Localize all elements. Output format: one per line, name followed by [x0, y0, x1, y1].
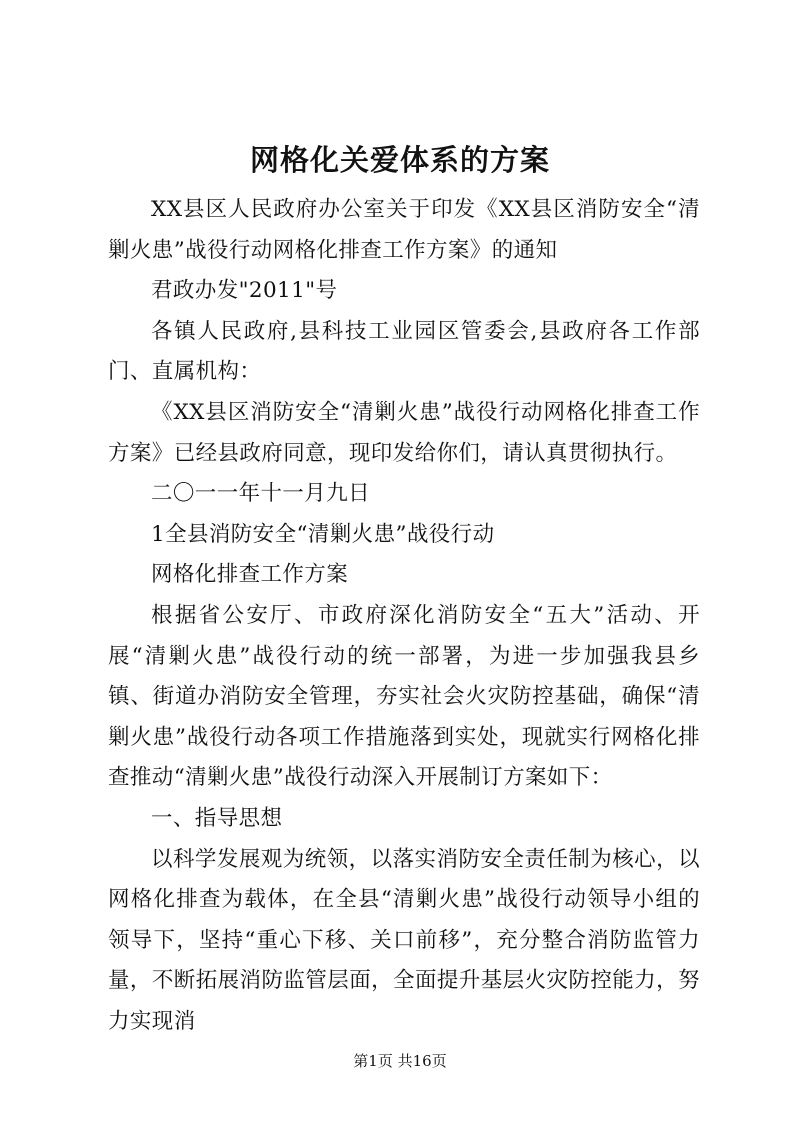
paragraph-guiding-ideology: 以科学发展观为统领，以落实消防安全责任制为核心，以网格化排查为载体，在全县“清剿火患”战役行动领导小组的领导下，坚持“重心下移、关口前移”，充分整合消防监管力量，不断拓展消防监管层面，全面提升基层火灾防控能力，努力实现消	[108, 846, 700, 1034]
document-body	[108, 190, 700, 1042]
paragraph-notice-heading: XX县区人民政府办公室关于印发《XX县区消防安全“清剿火患”战役行动网格化排查工作方案》的通知	[108, 197, 700, 263]
document-title: 网格化关爱体系的方案	[249, 143, 550, 177]
paragraph-recipients: 各镇人民政府,县科技工业园区管委会,县政府各工作部门、直属机构：	[108, 318, 700, 385]
section-heading-guiding-ideology: 一、指导思想	[151, 805, 283, 831]
paragraph-plan-title-line-1: 1全县消防安全“清剿火患”战役行动	[151, 521, 495, 547]
paragraph-date: 二〇一一年十一月九日	[151, 481, 371, 507]
paragraph-plan-title-line-2: 网格化排查工作方案	[151, 562, 349, 588]
paragraph-approval: 《XX县区消防安全“清剿火患”战役行动网格化排查工作方案》已经县政府同意，现印发给你们，请认真贯彻执行。	[108, 399, 700, 466]
page-footer: 第1页 共16页	[353, 1052, 447, 1070]
paragraph-document-number: 君政办发"2011"号	[151, 278, 338, 304]
paragraph-background: 根据省公安厅、市政府深化消防安全“五大”活动、开展“清剿火患”战役行动的统一部署，为进一步加强我县乡镇、街道办消防安全管理，夯实社会火灾防控基础，确保“清剿火患”战役行动各项工作措施落到实处，现就实行网格化排查推动“清剿火患”战役行动深入开展制订方案如下：	[108, 602, 700, 791]
